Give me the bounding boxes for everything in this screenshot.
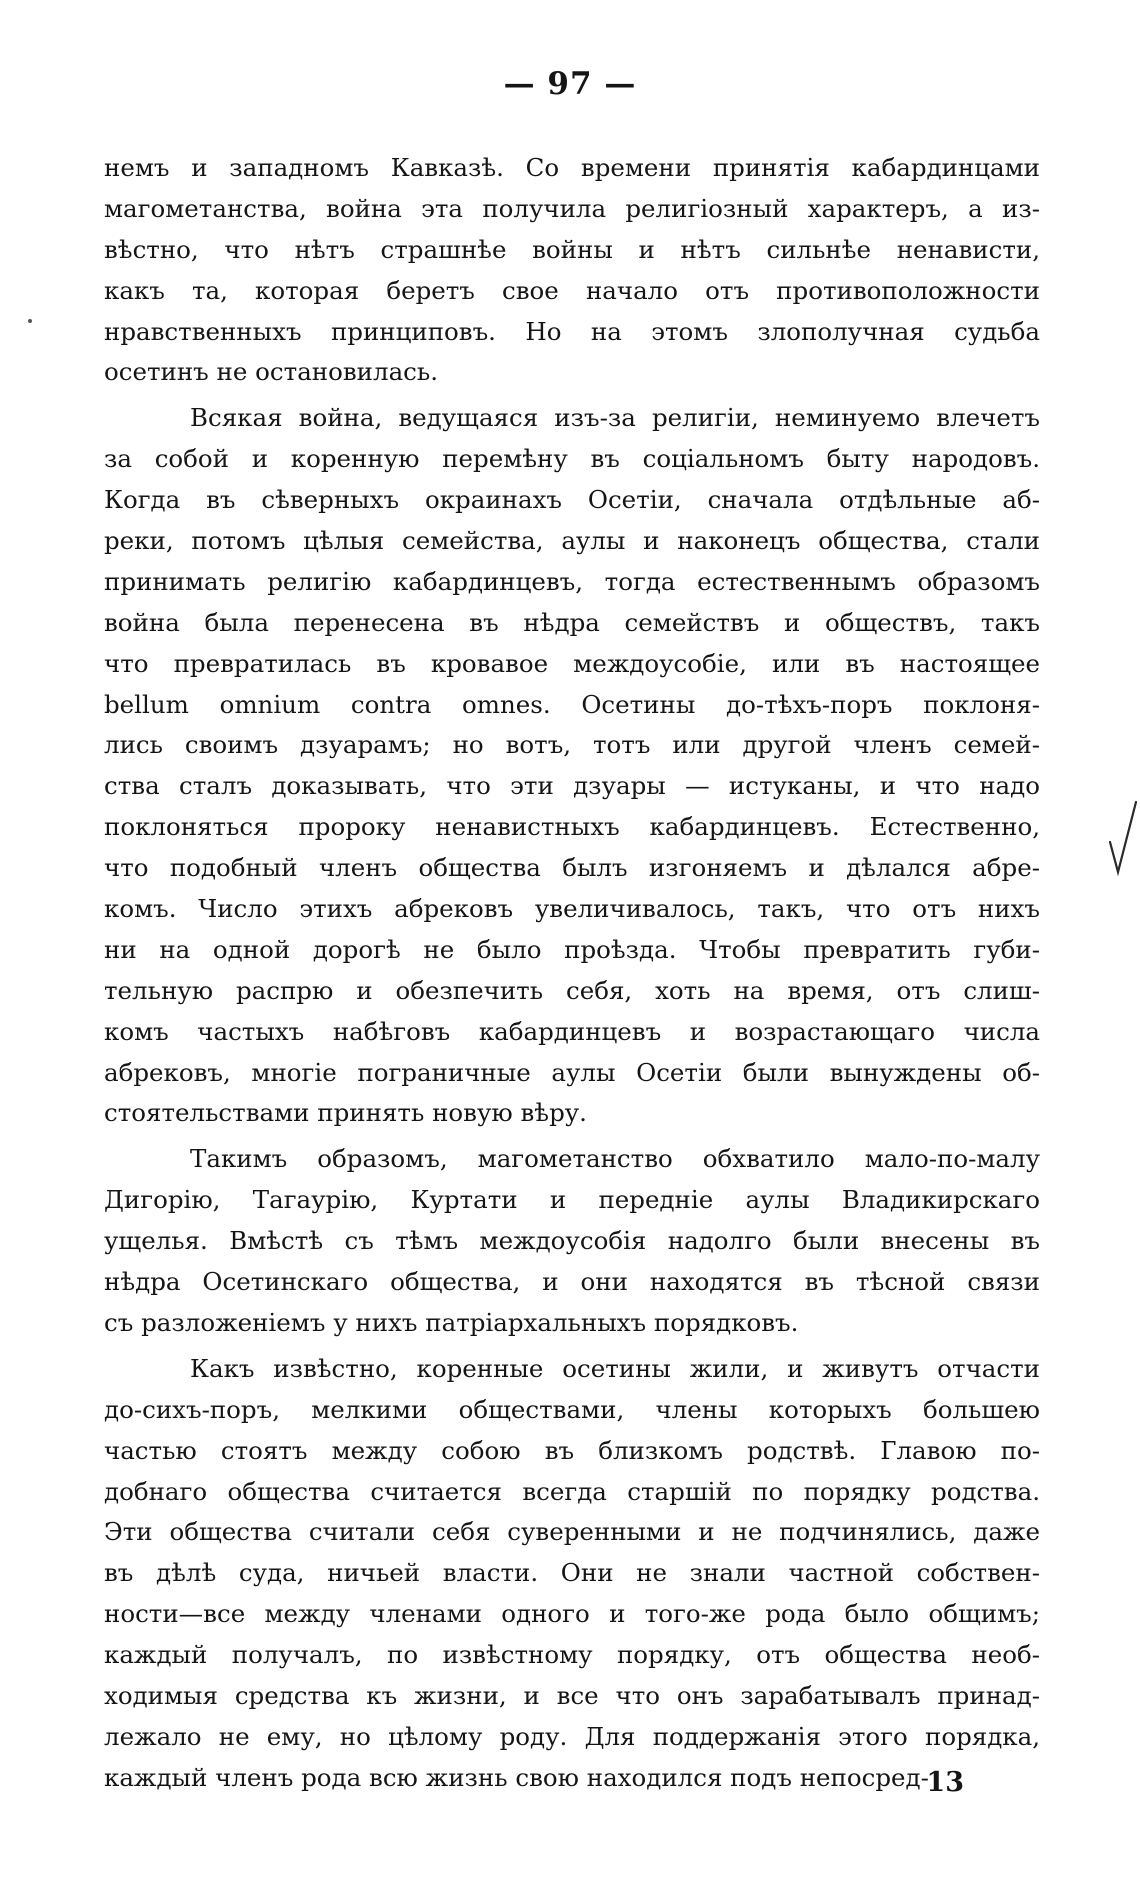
paragraph-1	[104, 148, 1040, 393]
text-line: принимать религію кабардинцевъ, тогда естественнымъ образомъ	[104, 566, 1040, 596]
text-line: ности—все между членами одного и того-же рода было общимъ;	[104, 1599, 1040, 1629]
text-line: лежало не ему, но цѣлому роду. Для поддержанія этого порядка,	[104, 1721, 1040, 1751]
text-line: лись своимъ дзуарамъ; но вотъ, тотъ или другой членъ семей-	[104, 730, 1040, 760]
text-line: комъ. Число этихъ абрековъ увеличивалось, такъ, что отъ нихъ	[104, 894, 1040, 924]
text-line: что подобный членъ общества былъ изгоняемъ и дѣлался абре-	[104, 853, 1040, 883]
signature-mark: 13	[926, 1767, 964, 1798]
text-line: ущелья. Вмѣстѣ съ тѣмъ междоусобія надолго были внесены въ	[104, 1226, 1040, 1256]
page-number: — 97 —	[503, 66, 637, 102]
text-line: съ разложеніемъ у нихъ патріархальныхъ порядковъ.	[104, 1307, 799, 1337]
body-text	[104, 148, 1040, 1799]
text-line: что превратилась въ кровавое междоусобіе, или въ настоящее	[104, 648, 1040, 678]
paragraph-4	[104, 1349, 1040, 1799]
text-line: Какъ извѣстно, коренные осетины жили, и живутъ отчасти	[190, 1353, 1040, 1383]
checkmark-icon	[1108, 798, 1140, 878]
text-line: поклоняться пророку ненавистныхъ кабардинцевъ. Естественно,	[104, 812, 1040, 842]
paragraph-2	[104, 398, 1040, 1134]
text-line: какъ та, которая беретъ свое начало отъ противоположности	[104, 275, 1040, 305]
text-line: каждый членъ рода всю жизнь свою находился подъ непосред-	[104, 1762, 929, 1792]
text-line: ни на одной дорогѣ не было проѣзда. Чтобы превратить губи-	[104, 934, 1040, 964]
text-line: нѣдра Осетинскаго общества, и они находятся въ тѣсной связи	[104, 1267, 1040, 1297]
text-line: стоятельствами принять новую вѣру.	[104, 1098, 587, 1128]
text-line: немъ и западномъ Кавказѣ. Со времени принятія кабардинцами	[104, 153, 1040, 182]
text-line: частью стоятъ между собою въ близкомъ родствѣ. Главою по-	[104, 1435, 1040, 1465]
text-line: добнаго общества считается всегда старшій по порядку родства.	[104, 1476, 1040, 1506]
text-line: нравственныхъ принциповъ. Но на этомъ злополучная судьба	[104, 316, 1040, 346]
text-line: Дигорію, Тагаурію, Куртати и передніе аулы Владикирскаго	[104, 1185, 1040, 1215]
text-line: вѣстно, что нѣтъ страшнѣе войны и нѣтъ сильнѣе ненависти,	[104, 234, 1040, 264]
paragraph-3	[104, 1139, 1040, 1343]
text-line: Эти общества считали себя суверенными и не подчинялись, даже	[104, 1517, 1040, 1547]
text-line: до-сихъ-поръ, мелкими обществами, члены которыхъ большею	[104, 1394, 1040, 1424]
text-line: тельную распрю и обезпечить себя, хоть на время, отъ слиш-	[104, 975, 1040, 1005]
text-line: абрековъ, многіе пограничные аулы Осетіи были вынуждены об-	[104, 1057, 1040, 1087]
text-line: реки, потомъ цѣлыя семейства, аулы и наконецъ общества, стали	[104, 526, 1040, 556]
text-line: въ дѣлѣ суда, ничьей власти. Они не знали частной собствен-	[104, 1558, 1040, 1588]
text-line: ходимыя средства къ жизни, и все что онъ зарабатывалъ принад-	[104, 1680, 1040, 1710]
text-line: Всякая война, ведущаяся изъ-за религіи, неминуемо влечетъ	[190, 403, 1040, 433]
text-line: за собой и коренную перемѣну въ соціальномъ быту народовъ.	[104, 444, 1040, 474]
text-line: bellum omnium contra omnes. Осетины до-тѣхъ-поръ поклоня-	[104, 689, 1040, 719]
text-line: ства сталъ доказывать, что эти дзуары — истуканы, и что надо	[104, 771, 1040, 801]
text-line: комъ частыхъ набѣговъ кабардинцевъ и возрастающаго числа	[104, 1016, 1040, 1046]
text-line: Когда въ сѣверныхъ окраинахъ Осетіи, сначала отдѣльные аб-	[104, 485, 1040, 515]
text-line: каждый получалъ, по извѣстному порядку, отъ общества необ-	[104, 1640, 1040, 1670]
text-line: Такимъ образомъ, магометанство обхватило мало-по-малу	[190, 1144, 1040, 1174]
text-line: осетинъ не остановилась.	[104, 357, 439, 387]
text-line: магометанства, война эта получила религіозный характеръ, а из-	[104, 193, 1040, 223]
text-line: война была перенесена въ нѣдра семействъ и обществъ, такъ	[104, 607, 1040, 637]
ink-speck	[28, 319, 32, 323]
